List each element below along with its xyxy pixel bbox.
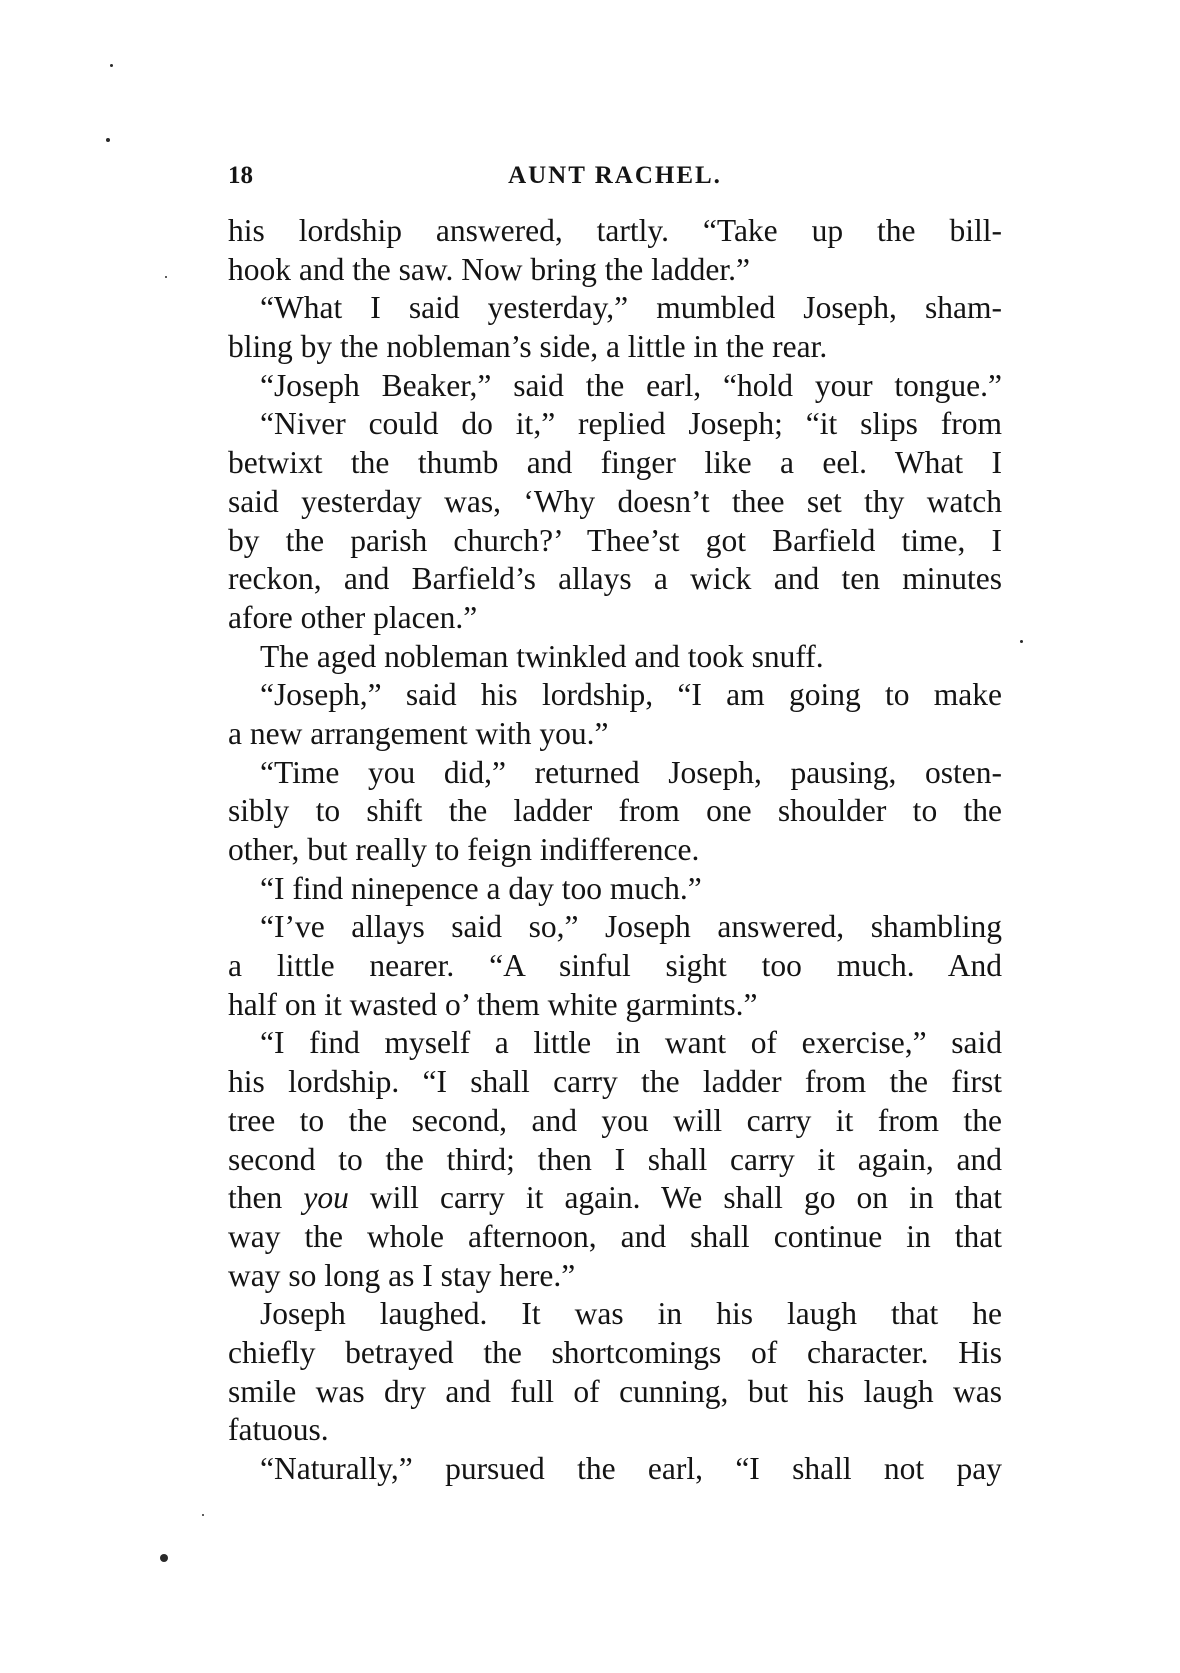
text-line: fatuous.	[228, 1412, 329, 1448]
text-line: his lordship. “I shall carry the ladder from the first	[228, 1064, 1002, 1100]
ink-speck	[106, 138, 110, 142]
text-line: reckon, and Barfield’s allays a wick and ten minutes	[228, 561, 1002, 597]
running-head	[228, 160, 1002, 192]
text-line: by the parish church?’ Thee’st got Barfield time, I	[228, 522, 1002, 558]
text-line: “Niver could do it,” replied Joseph; “it slips from	[260, 406, 1002, 442]
text-line: other, but really to feign indifference.	[228, 832, 700, 867]
text-line: hook and the saw. Now bring the ladder.”	[228, 251, 750, 287]
ink-speck	[202, 1514, 204, 1516]
ink-speck	[1020, 640, 1023, 643]
text-line: tree to the second, and you will carry it from the	[228, 1102, 1002, 1138]
text-line: Joseph laughed. It was in his laugh that he	[260, 1296, 1002, 1332]
text-line: second to the third; then I shall carry it again, and	[228, 1141, 1002, 1177]
ink-speck	[110, 64, 113, 67]
text-line: his lordship answered, tartly. “Take up the bill-	[228, 213, 1002, 248]
page-number: 18	[228, 162, 253, 189]
text-line: half on it wasted o’ them white garmints.”	[228, 986, 758, 1022]
text-line: “Joseph,” said his lordship, “I am going to make	[260, 677, 1002, 713]
ink-speck	[165, 276, 167, 278]
text-line: “What I said yesterday,” mumbled Joseph, sham-	[260, 290, 1002, 326]
text-line: sibly to shift the ladder from one shoulder to the	[228, 793, 1002, 829]
text-line: “Naturally,” pursued the earl, “I shall not pay	[260, 1451, 1002, 1486]
text-line: “I find myself a little in want of exercise,” said	[260, 1025, 1002, 1061]
text-line: “I find ninepence a day too much.”	[260, 870, 702, 906]
text-line: smile was dry and full of cunning, but his laugh was	[228, 1373, 1002, 1409]
text-line: afore other placen.”	[228, 599, 478, 635]
text-line: “Joseph Beaker,” said the earl, “hold your tongue.”	[260, 367, 1002, 403]
text-run: then	[228, 1180, 304, 1216]
text-line: The aged nobleman twinkled and took snuff.	[260, 638, 824, 674]
text-line: a new arrangement with you.”	[228, 715, 609, 751]
text-line	[228, 1179, 1002, 1218]
text-line: way so long as I stay here.”	[228, 1257, 576, 1293]
text-line: betwixt the thumb and finger like a eel. What I	[228, 445, 1002, 481]
body-text	[228, 212, 1002, 1489]
text-line: “Time you did,” returned Joseph, pausing, osten-	[260, 754, 1002, 790]
text-line: “I’ve allays said so,” Joseph answered, shambling	[260, 909, 1002, 945]
text-line: said yesterday was, ‘Why doesn’t thee set thy watch	[228, 483, 1002, 519]
text-line: a little nearer. “A sinful sight too much. And	[228, 948, 1002, 984]
text-line: bling by the nobleman’s side, a little in the rear.	[228, 329, 828, 365]
text-line: way the whole afternoon, and shall continue in that	[228, 1218, 1002, 1254]
running-title: AUNT RACHEL.	[508, 162, 722, 189]
emphasis-text: you	[303, 1180, 349, 1216]
ink-speck	[160, 1554, 168, 1562]
text-line: chiefly betrayed the shortcomings of character. His	[228, 1334, 1002, 1370]
text-run: will carry it again. We shall go on in that	[348, 1180, 1003, 1216]
